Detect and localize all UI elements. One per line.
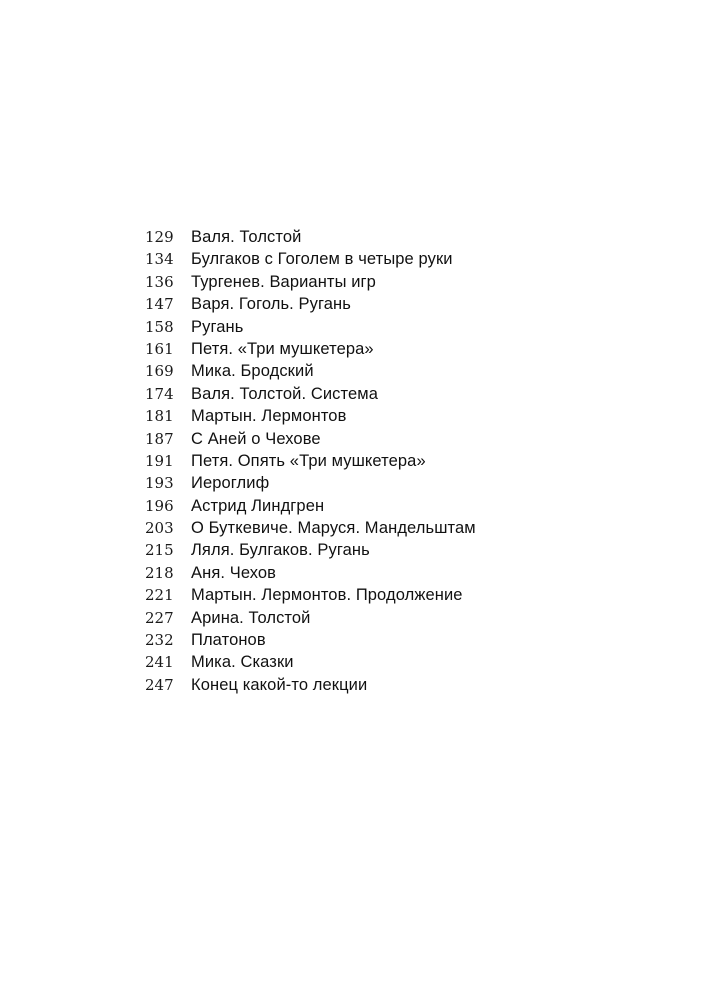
entry-title: Конец какой-то лекции — [191, 675, 368, 694]
entry-title: Мартын. Лермонтов. Продолжение — [191, 586, 463, 605]
entry-title: Ляля. Булгаков. Ругань — [191, 541, 370, 560]
entry-title: Мартын. Лермонтов — [191, 407, 347, 426]
page-number: 181 — [145, 407, 174, 426]
toc-entry — [145, 316, 476, 338]
toc-entry — [145, 562, 476, 584]
toc-entry — [145, 539, 476, 561]
page-number: 241 — [145, 653, 174, 672]
toc-entry — [145, 651, 476, 673]
page-number: 191 — [145, 451, 174, 470]
entry-title: О Буткевиче. Маруся. Мандельштам — [191, 519, 476, 538]
toc-entry — [145, 226, 476, 248]
page-number: 147 — [145, 295, 174, 314]
toc-entry — [145, 383, 476, 405]
page-number: 193 — [145, 474, 174, 493]
page-number: 247 — [145, 675, 174, 694]
toc-entry — [145, 495, 476, 517]
page-number: 129 — [145, 228, 174, 246]
page-number: 227 — [145, 608, 174, 627]
entry-title: Варя. Гоголь. Ругань — [191, 295, 351, 314]
page-number: 136 — [145, 272, 174, 291]
entry-title: С Аней о Чехове — [191, 429, 321, 448]
toc-entry — [145, 360, 476, 382]
page-number: 174 — [145, 384, 174, 403]
page-number: 158 — [145, 317, 174, 336]
entry-title: Астрид Линдгрен — [191, 496, 325, 515]
page-number: 161 — [145, 339, 174, 358]
entry-title: Ругань — [191, 317, 244, 336]
toc-entry — [145, 629, 476, 651]
entry-title: Валя. Толстой. Система — [191, 384, 378, 403]
toc-entry — [145, 584, 476, 606]
entry-title: Петя. «Три мушкетера» — [191, 339, 374, 358]
page-number: 187 — [145, 429, 174, 448]
page-number: 221 — [145, 586, 174, 605]
entry-title: Булгаков с Гоголем в четыре руки — [191, 250, 453, 269]
toc-entry — [145, 293, 476, 315]
toc-entry — [145, 248, 476, 270]
toc-entry — [145, 607, 476, 629]
page-number: 203 — [145, 519, 174, 538]
toc-entry — [145, 674, 476, 696]
page-number: 169 — [145, 362, 174, 381]
page-number: 196 — [145, 496, 174, 515]
page-number: 232 — [145, 631, 174, 650]
page-number: 215 — [145, 541, 174, 560]
entry-title: Иероглиф — [191, 474, 270, 493]
table-of-contents — [145, 226, 476, 696]
toc-entry — [145, 450, 476, 472]
entry-title: Мика. Сказки — [191, 653, 294, 672]
page-number: 218 — [145, 563, 174, 582]
entry-title: Тургенев. Варианты игр — [191, 272, 376, 291]
entry-title: Петя. Опять «Три мушкетера» — [191, 451, 426, 470]
entry-title: Мика. Бродский — [191, 362, 314, 381]
toc-entry — [145, 517, 476, 539]
page-number: 134 — [145, 250, 174, 269]
entry-title: Платонов — [191, 631, 266, 650]
toc-entry — [145, 338, 476, 360]
toc-entry — [145, 428, 476, 450]
toc-entry — [145, 405, 476, 427]
entry-title: Валя. Толстой — [191, 228, 302, 246]
toc-entry — [145, 271, 476, 293]
entry-title: Аня. Чехов — [191, 563, 277, 582]
entry-title: Арина. Толстой — [191, 608, 311, 627]
toc-entry — [145, 472, 476, 494]
